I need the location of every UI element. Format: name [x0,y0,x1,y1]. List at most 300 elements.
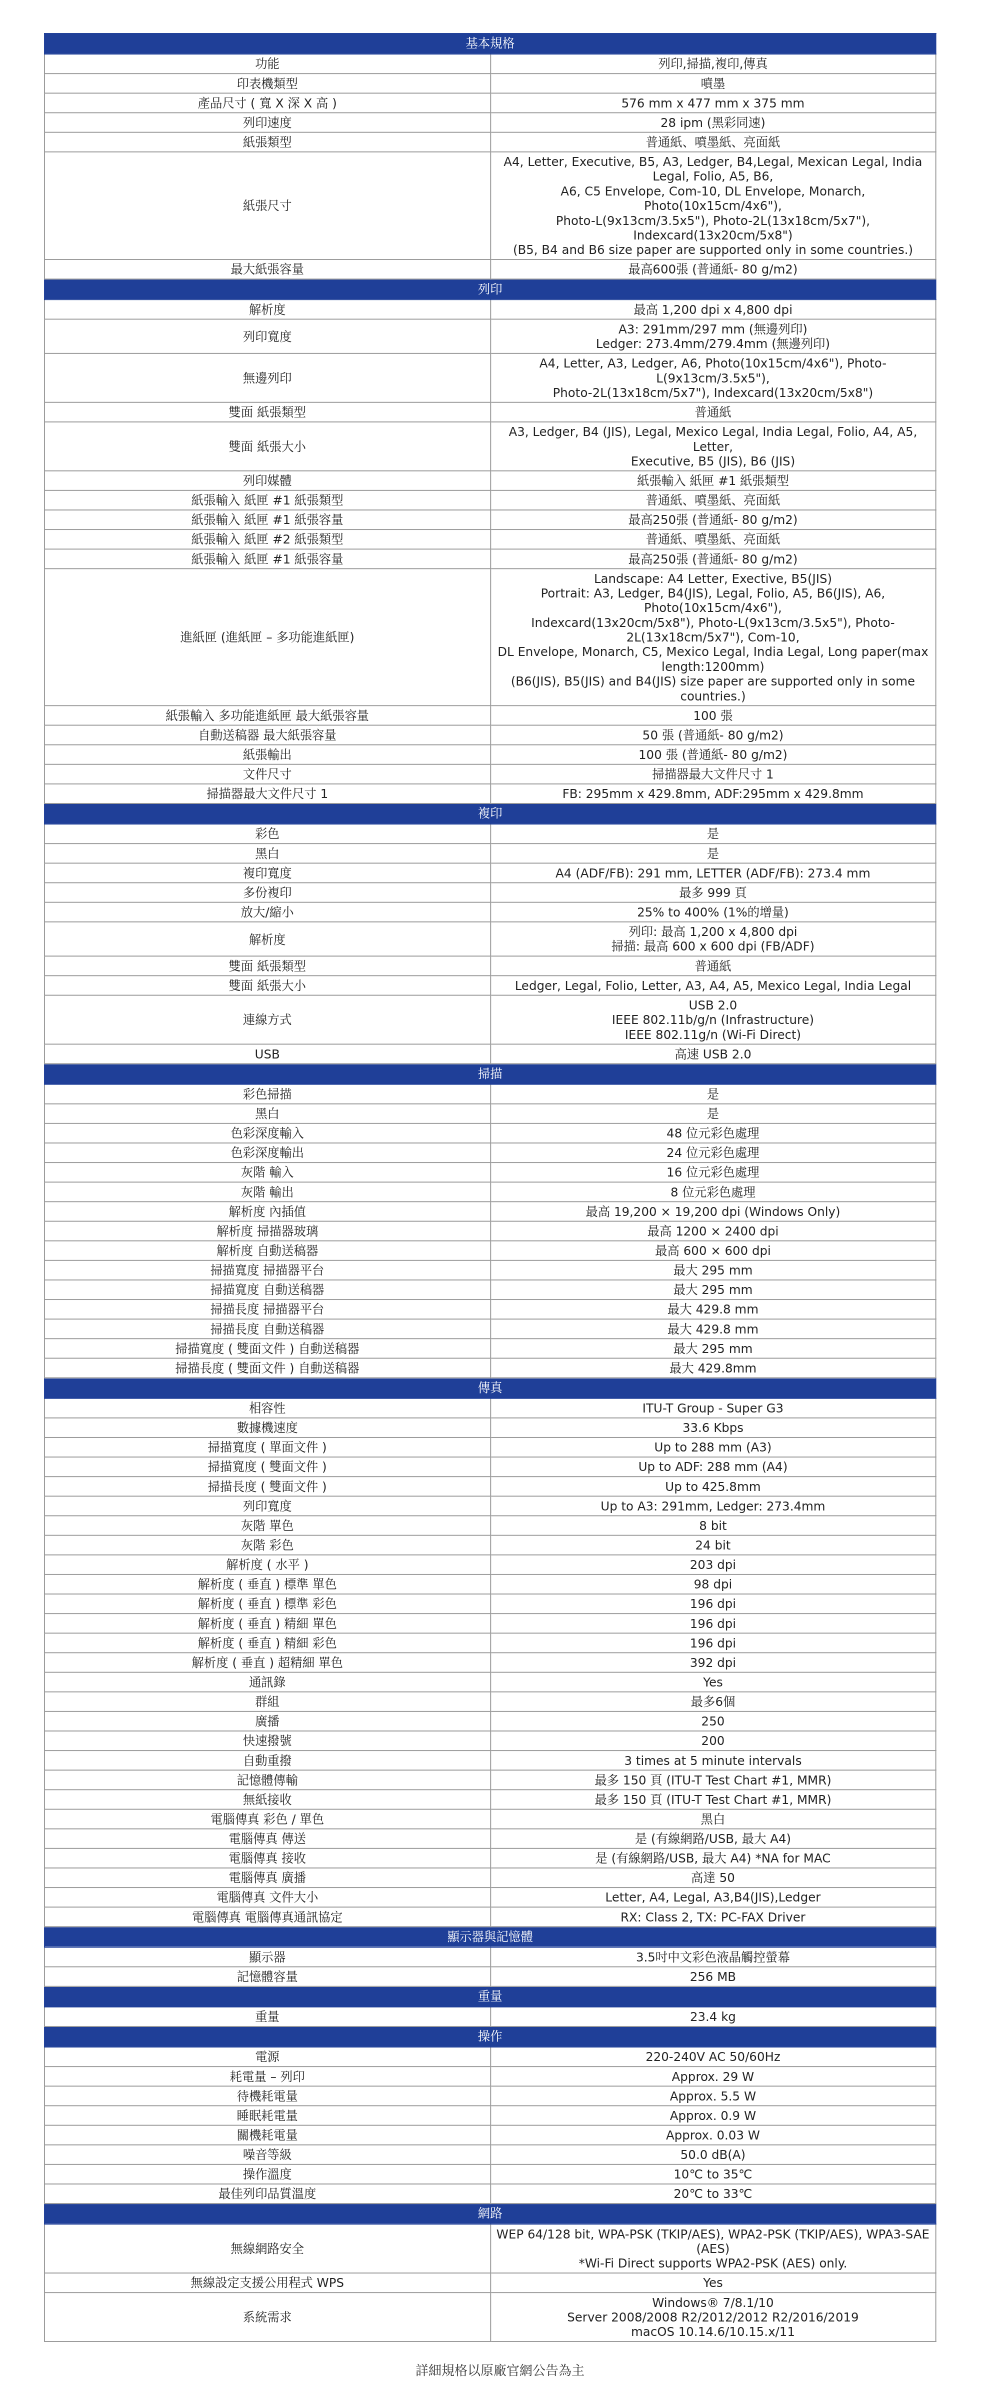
spec-value [490,2145,936,2165]
spec-value-line: 33.6 Kbps [682,1420,744,1436]
spec-row [44,1809,935,1829]
spec-row [44,1221,935,1241]
spec-label: 黑白 [44,844,490,864]
spec-label: 紙張輸入 紙匣 #1 紙張容量 [44,549,490,569]
spec-value-line: 最多 150 頁 (ITU-T Test Chart #1, MMR) [594,1792,832,1807]
spec-row [44,2086,935,2106]
spec-label: 紙張輸入 紙匣 #2 紙張類型 [44,530,490,550]
spec-row [44,1182,935,1202]
spec-label: 電腦傳真 廣播 [44,1868,490,1888]
spec-value-line: Letter, A4, Legal, A3,B4(JIS),Ledger [605,1889,821,1905]
spec-label: 操作溫度 [44,2164,490,2184]
spec-label: 電腦傳真 接收 [44,1848,490,1868]
spec-value-line: 48 位元彩色處理 [666,1125,760,1141]
section-title: 重量 [44,1986,935,2007]
spec-value [490,1947,936,1967]
spec-row [44,1260,935,1280]
spec-row [44,1044,935,1064]
spec-value [490,2125,936,2145]
spec-value [490,422,936,471]
spec-row [44,2273,935,2293]
spec-label: 顯示器 [44,1947,490,1967]
section-title: 傳真 [44,1378,935,1399]
spec-value-line: 196 dpi [689,1596,737,1612]
section-title: 列印 [44,279,935,300]
spec-value-line: 是 [706,1086,720,1102]
spec-label: 記憶體容量 [44,1967,490,1987]
spec-value-line: 50 張 (普通紙- 80 g/m2) [642,727,784,743]
spec-value [490,2047,936,2067]
section-header-row [44,1064,935,1085]
spec-label: 掃描長度 自動送稿器 [44,1319,490,1339]
spec-label: 雙面 紙張類型 [44,956,490,976]
spec-label: 解析度 掃描器玻璃 [44,1221,490,1241]
spec-row [44,1300,935,1320]
spec-value [490,1280,936,1300]
spec-label: 列印速度 [44,113,490,133]
spec-label: 解析度 [44,300,490,320]
spec-value-line: A6, C5 Envelope, Com-10, DL Envelope, Monarch, Photo(10x15cm/4x6"), [560,183,866,214]
footer-note-text: 詳細規格以原廠官網公告為主 [415,2364,585,2379]
spec-value [490,353,936,402]
spec-value-line: 最高 1200 × 2400 dpi [647,1223,779,1239]
spec-value-line: 220-240V AC 50/60Hz [645,2049,781,2065]
spec-row [44,1868,935,1888]
spec-value [490,1457,936,1477]
spec-row [44,706,935,726]
spec-label: 無紙接收 [44,1790,490,1810]
spec-row [44,1848,935,1868]
spec-value [490,1437,936,1457]
spec-row [44,883,935,903]
spec-value-line: A3: 291mm/297 mm (無邊列印) [618,321,808,337]
spec-value [490,2007,936,2027]
spec-row [44,1516,935,1536]
spec-value [490,2164,936,2184]
spec-table-body [44,33,935,2341]
spec-value-line: A3, Ledger, B4 (JIS), Legal, Mexico Legal, India Legal, Folio, A4, A5, Letter, [508,424,918,454]
section-title: 顯示器與記憶體 [44,1927,935,1948]
spec-value [490,863,936,883]
spec-row [44,764,935,784]
spec-value-line: *Wi-Fi Direct supports WPA2-PSK (AES) only. [578,2255,848,2271]
spec-row [44,2067,935,2087]
spec-value-line: 最高600張 (普通紙- 80 g/m2) [628,261,798,277]
spec-label: 電腦傳真 文件大小 [44,1888,490,1908]
spec-value [490,2224,936,2273]
spec-value-line: Approx. 29 W [671,2069,755,2084]
spec-row [44,902,935,922]
spec-value-line: Server 2008/2008 R2/2012/2012 R2/2016/2019 [567,2309,859,2325]
spec-value [490,74,936,94]
spec-value-line: 普通紙 [694,404,732,420]
spec-value [490,132,936,152]
spec-row [44,319,935,353]
spec-value-line: Windows® 7/8.1/10 [652,2295,774,2310]
spec-value-line: 普通紙、噴墨紙、亮面紙 [645,531,781,547]
spec-label: 彩色掃描 [44,1084,490,1104]
spec-value [490,2086,936,2106]
spec-value [490,2293,936,2342]
spec-value [490,1574,936,1594]
spec-label: 進紙匣 (進紙匣 – 多功能進紙匣) [44,569,490,706]
spec-value [490,1084,936,1104]
spec-value [490,1751,936,1771]
section-title: 基本規格 [44,33,935,54]
spec-value-line: Up to ADF: 288 mm (A4) [638,1459,788,1475]
section-title: 操作 [44,2026,935,2047]
footer-note [0,2364,1000,2380]
spec-value-line: 最大 295 mm [673,1262,753,1278]
section-title: 複印 [44,803,935,824]
spec-value [490,2067,936,2087]
spec-row [44,976,935,996]
spec-value-line: 8 bit [699,1518,727,1533]
spec-value-line: 576 mm x 477 mm x 375 mm [621,95,805,111]
spec-value-line: 是 [706,846,720,861]
spec-label: 列印寬度 [44,319,490,353]
spec-label: 掃描長度 ( 雙面文件 ) [44,1477,490,1497]
spec-value-line: ITU-T Group - Super G3 [642,1400,784,1416]
spec-label: 群組 [44,1692,490,1712]
spec-row [44,1790,935,1810]
spec-row [44,824,935,844]
spec-row [44,745,935,765]
spec-value-line: 是 [706,1106,720,1121]
spec-label: 耗電量 – 列印 [44,2067,490,2087]
spec-label: 解析度 內插值 [44,1202,490,1222]
spec-table [44,33,936,2342]
spec-label: 複印寬度 [44,863,490,883]
section-title: 網路 [44,2204,935,2225]
spec-row [44,1947,935,1967]
section-header-row [44,2026,935,2047]
spec-row [44,956,935,976]
spec-value-line: 掃描器最大文件尺寸 1 [652,766,774,782]
spec-value [490,1672,936,1692]
spec-value-line: 高速 USB 2.0 [674,1046,752,1062]
spec-label: 雙面 紙張大小 [44,422,490,471]
spec-row [44,1672,935,1692]
spec-value [490,883,936,903]
spec-value-line: 196 dpi [689,1616,737,1631]
spec-label: 關機耗電量 [44,2125,490,2145]
spec-value-line: 10℃ to 35℃ [673,2166,753,2182]
spec-row [44,2145,935,2165]
spec-label: 無線網路安全 [44,2224,490,2273]
spec-value-line: 列印: 最高 1,200 x 4,800 dpi [628,924,798,939]
spec-label: 雙面 紙張類型 [44,402,490,422]
spec-value-line: 256 MB [689,1969,737,1984]
spec-label: 噪音等級 [44,2145,490,2165]
spec-label: 掃描寬度 ( 雙面文件 ) 自動送稿器 [44,1339,490,1359]
spec-value [490,1319,936,1339]
spec-label: 解析度 [44,922,490,956]
spec-label: 最大紙張容量 [44,259,490,279]
spec-value-line: 最多6個 [690,1694,736,1709]
spec-value [490,1496,936,1516]
spec-row [44,1123,935,1143]
spec-value-line: 黑白 [700,1811,726,1827]
spec-value [490,1888,936,1908]
spec-value-line: FB: 295mm x 429.8mm, ADF:295mm x 429.8mm [562,786,864,802]
spec-value [490,1358,936,1378]
spec-value-line: 50.0 dB(A) [680,2147,746,2162]
spec-value-line: 最高250張 (普通紙- 80 g/m2) [628,551,798,567]
spec-label: 多份複印 [44,883,490,903]
spec-value [490,1516,936,1536]
spec-label: 解析度 ( 水平 ) [44,1555,490,1575]
spec-value-line: 列印,掃描,複印,傳真 [658,56,768,72]
spec-row [44,1653,935,1673]
spec-label: 解析度 ( 垂直 ) 精細 彩色 [44,1633,490,1653]
spec-row [44,530,935,550]
spec-row [44,2293,935,2342]
spec-value-line: Portrait: A3, Ledger, B4(JIS), Legal, Folio, A5, B6(JIS), A6, Photo(10x15cm/4x6"), [540,585,886,616]
spec-label: 掃描器最大文件尺寸 1 [44,784,490,804]
spec-row [44,1907,935,1927]
section-header-row [44,279,935,300]
spec-value-line: 最多 150 頁 (ITU-T Test Chart #1, MMR) [594,1772,832,1788]
spec-row [44,1731,935,1751]
spec-value [490,1123,936,1143]
spec-label: 掃描寬度 掃描器平台 [44,1260,490,1280]
spec-label: 紙張類型 [44,132,490,152]
spec-row [44,784,935,804]
spec-value [490,319,936,353]
spec-row [44,1339,935,1359]
spec-value [490,1221,936,1241]
spec-value-line: 最多 999 頁 [679,885,747,900]
spec-value-line: 3.5吋中文彩色液晶觸控螢幕 [635,1949,790,1965]
spec-label: 自動重撥 [44,1751,490,1771]
spec-value [490,995,936,1044]
spec-value [490,1104,936,1124]
spec-value-line: 392 dpi [689,1655,737,1670]
spec-value [490,300,936,320]
spec-value-line: 最大 295 mm [673,1282,753,1298]
spec-row [44,1555,935,1575]
spec-value [490,2106,936,2126]
spec-label: 色彩深度輸入 [44,1123,490,1143]
spec-value-line: Landscape: A4 Letter, Exective, B5(JIS) [593,571,833,586]
spec-value-line: 8 位元彩色處理 [670,1184,756,1200]
spec-value-line: A4, Letter, Executive, B5, A3, Ledger, B4,Legal, Mexican Legal, India Legal, Folio, A5, B6, [503,154,923,184]
spec-value-line: 普通紙、噴墨紙、亮面紙 [645,134,781,150]
spec-row [44,1437,935,1457]
spec-value [490,1202,936,1222]
section-header-row [44,1378,935,1399]
spec-label: 紙張輸入 紙匣 #1 紙張類型 [44,490,490,510]
spec-value [490,1790,936,1810]
spec-value-line: 28 ipm (黑彩同速) [660,115,766,130]
spec-row [44,300,935,320]
spec-value-line: 是 (有線網路/USB, 最大 A4) *NA for MAC [595,1850,831,1866]
spec-row [44,2007,935,2027]
spec-value [490,490,936,510]
spec-value [490,259,936,279]
spec-value-line: 100 張 [693,708,733,723]
spec-value [490,1555,936,1575]
spec-row [44,1457,935,1477]
spec-label: 紙張輸入 多功能進紙匣 最大紙張容量 [44,706,490,726]
spec-row [44,1594,935,1614]
spec-value [490,1044,936,1064]
spec-row [44,1614,935,1634]
spec-label: 灰階 輸出 [44,1182,490,1202]
spec-row [44,1104,935,1124]
spec-row [44,1202,935,1222]
spec-value [490,1848,936,1868]
spec-row [44,1163,935,1183]
spec-row [44,2047,935,2067]
spec-label: 通訊錄 [44,1672,490,1692]
spec-value-line: 最高250張 (普通紙- 80 g/m2) [628,512,798,528]
spec-row [44,1967,935,1987]
spec-row [44,113,935,133]
spec-label: 列印媒體 [44,471,490,491]
spec-row [44,1477,935,1497]
spec-value [490,725,936,745]
spec-label: 掃描寬度 ( 雙面文件 ) [44,1457,490,1477]
spec-row [44,844,935,864]
spec-row [44,1535,935,1555]
spec-value [490,1535,936,1555]
spec-row [44,863,935,883]
spec-row [44,490,935,510]
spec-label: 解析度 ( 垂直 ) 精細 單色 [44,1614,490,1634]
spec-value [490,471,936,491]
spec-value-line: Up to A3: 291mm, Ledger: 273.4mm [600,1498,826,1514]
spec-row [44,471,935,491]
spec-label: 印表機類型 [44,74,490,94]
spec-value-line: Yes [703,2275,723,2291]
spec-value-line: Executive, B5 (JIS), B6 (JIS) [630,453,796,469]
spec-value [490,549,936,569]
spec-value [490,1967,936,1987]
spec-label: 掃描寬度 自動送稿器 [44,1280,490,1300]
spec-value-line: Approx. 0.03 W [665,2127,760,2143]
spec-value-line: 98 dpi [693,1576,733,1592]
spec-value [490,402,936,422]
spec-row [44,1829,935,1849]
spec-value [490,1241,936,1261]
spec-value [490,530,936,550]
spec-value-line: 24 bit [695,1537,731,1553]
spec-label: 相容性 [44,1398,490,1418]
spec-value-line: 最大 429.8mm [669,1360,757,1376]
spec-value-line: 最大 295 mm [673,1341,753,1356]
spec-value [490,1260,936,1280]
section-header-row [44,1927,935,1948]
spec-value [490,54,936,74]
spec-value-line: (B5, B4 and B6 size paper are supported only in some countries.) [512,242,913,258]
spec-value [490,152,936,260]
spec-value [490,745,936,765]
spec-row [44,1770,935,1790]
spec-label: 彩色 [44,824,490,844]
spec-value-line: WEP 64/128 bit, WPA-PSK (TKIP/AES), WPA2-PSK (TKIP/AES), WPA3-SAE (AES) [496,2226,930,2256]
spec-value-line: 最高 1,200 dpi x 4,800 dpi [633,302,793,317]
spec-value-line: Up to 288 mm (A3) [654,1439,772,1455]
spec-value [490,1339,936,1359]
spec-value-line: 196 dpi [689,1635,737,1651]
spec-value-line: Ledger, Legal, Folio, Letter, A3, A4, A5, Mexico Legal, India Legal [514,978,912,993]
spec-value [490,956,936,976]
spec-label: 解析度 自動送稿器 [44,1241,490,1261]
spec-label: 電腦傳真 彩色 / 單色 [44,1809,490,1829]
spec-label: 無邊列印 [44,353,490,402]
spec-value-line: (B6(JIS), B5(JIS) and B4(JIS) size paper are supported only in some countries.) [510,673,916,704]
spec-value-line: 最高 600 × 600 dpi [655,1243,771,1258]
spec-label: 文件尺寸 [44,764,490,784]
spec-label: 最佳列印品質溫度 [44,2184,490,2204]
spec-value-line: DL Envelope, Monarch, C5, Mexico Legal, India Legal, Long paper(max length:1200mm) [497,644,929,674]
spec-row [44,1751,935,1771]
spec-value-line: 16 位元彩色處理 [666,1164,760,1180]
spec-label: 解析度 ( 垂直 ) 超精細 單色 [44,1653,490,1673]
spec-row [44,132,935,152]
spec-value-line: 24 位元彩色處理 [666,1145,760,1161]
spec-row [44,402,935,422]
spec-value [490,93,936,113]
spec-value-line: USB 2.0 [688,997,738,1013]
spec-value-line: 是 (有線網路/USB, 最大 A4) [634,1831,792,1846]
spec-value-line: IEEE 802.11b/g/n (Infrastructure) [611,1012,815,1028]
spec-value-line: 是 [706,826,720,842]
spec-label: 掃描長度 ( 雙面文件 ) 自動送稿器 [44,1358,490,1378]
spec-label: 待機耗電量 [44,2086,490,2106]
spec-value [490,2273,936,2293]
section-header-row [44,2204,935,2225]
spec-value [490,1829,936,1849]
spec-label: 自動送稿器 最大紙張容量 [44,725,490,745]
spec-value-line: Indexcard(13x20cm/5x8"), Photo-L(9x13cm/3.5x5"), Photo-2L(13x18cm/5x7"), Com-10, [531,615,895,645]
spec-value [490,510,936,530]
spec-row [44,1358,935,1378]
spec-row [44,725,935,745]
spec-label: 連線方式 [44,995,490,1044]
spec-value-line: IEEE 802.11g/n (Wi-Fi Direct) [624,1027,802,1042]
spec-row [44,1633,935,1653]
spec-row [44,2125,935,2145]
spec-value-line: 噴墨 [700,76,726,91]
spec-value [490,113,936,133]
spec-value-line: 最高 19,200 × 19,200 dpi (Windows Only) [585,1204,841,1219]
spec-value-line: 20℃ to 33℃ [673,2186,753,2202]
spec-label: 廣播 [44,1711,490,1731]
spec-value-line: 203 dpi [689,1557,737,1573]
spec-label: 產品尺寸 ( 寬 X 深 X 高 ) [44,93,490,113]
spec-label: USB [44,1044,490,1064]
spec-label: 掃描長度 掃描器平台 [44,1300,490,1320]
section-title: 掃描 [44,1064,935,1085]
spec-value [490,1594,936,1614]
spec-row [44,2106,935,2126]
spec-label: 列印寬度 [44,1496,490,1516]
spec-label: 紙張輸出 [44,745,490,765]
spec-label: 灰階 輸入 [44,1163,490,1183]
spec-row [44,1711,935,1731]
spec-value [490,1731,936,1751]
spec-value [490,902,936,922]
spec-value-line: Up to 425.8mm [665,1479,761,1494]
spec-row [44,1692,935,1712]
spec-value-line: RX: Class 2, TX: PC-FAX Driver [620,1909,806,1925]
spec-value-line: Photo-L(9x13cm/3.5x5"), Photo-2L(13x18cm/5x7"), Indexcard(13x20cm/5x8") [555,213,871,243]
spec-row [44,1143,935,1163]
spec-value [490,1163,936,1183]
